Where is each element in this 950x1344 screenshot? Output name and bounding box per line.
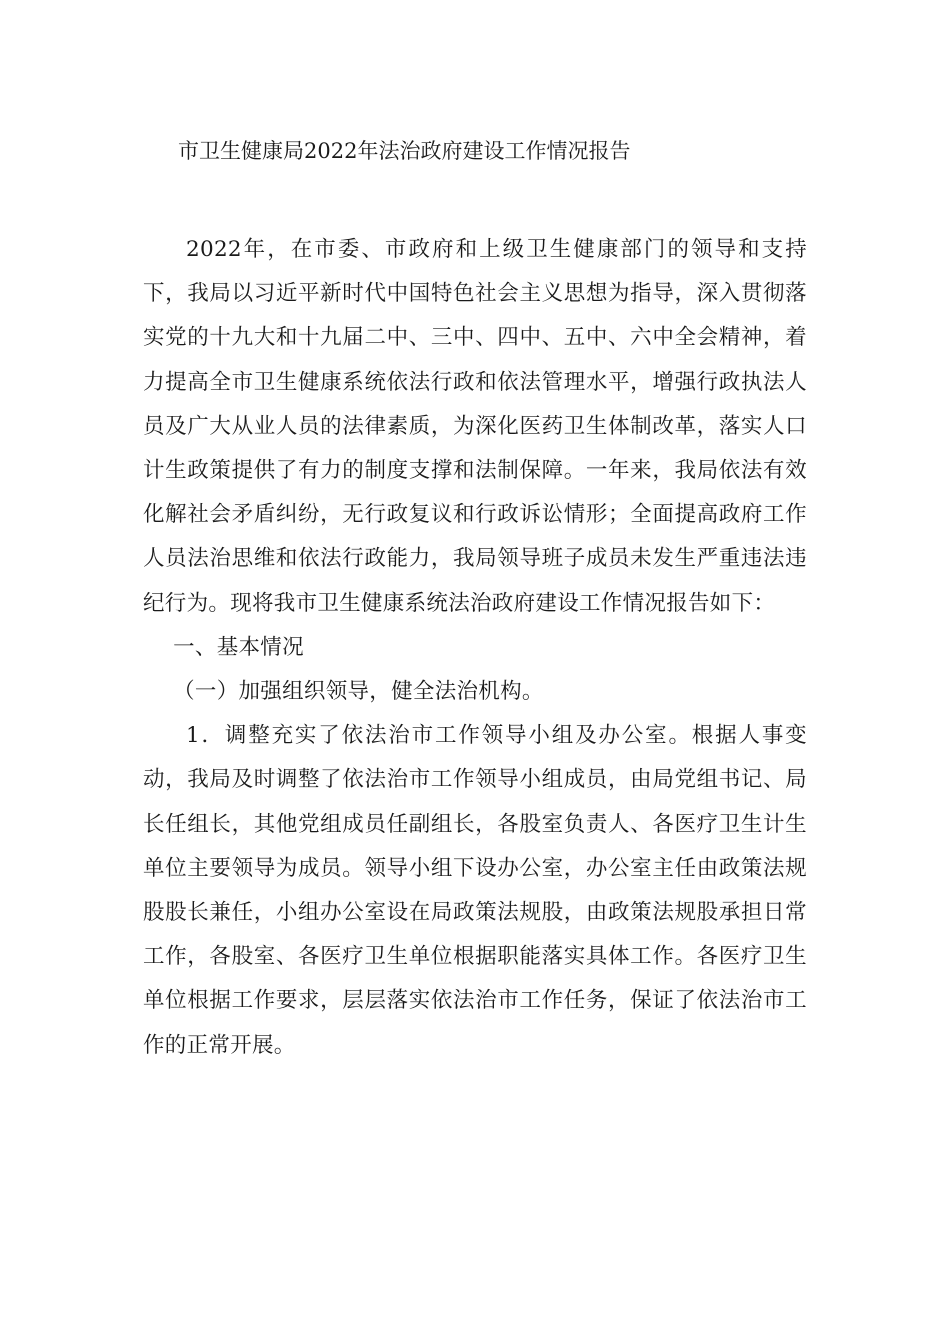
item-paragraph-1: 1．调整充实了依法治市工作领导小组及办公室。根据人事变动，我局及时调整了依法治市工作领导小组成员，由局党组书记、局长任组长，其他党组成员任副组长，各股室负责人、各医疗卫生计生单位主要领导为成员。领导小组下设办公室，办公室主任由政策法规股股长兼任，小组办公室设在局政策法规股，由政策法规股承担日常工作，各股室、各医疗卫生单位根据职能落实具体工作。各医疗卫生单位根据工作要求，层层落实依法治市工作任务，保证了依法治市工作的正常开展。: [143, 723, 807, 1058]
subsection-heading-organization: （一）加强组织领导，健全法治机构。: [173, 679, 544, 705]
document-title: 市卫生健康局2022年法治政府建设工作情况报告: [178, 139, 631, 163]
section-heading-basic-situation: 一、基本情况: [173, 634, 304, 660]
intro-paragraph: 2022年，在市委、市政府和上级卫生健康部门的领导和支持下，我局以习近平新时代中国特色社会主义思想为指导，深入贯彻落实党的十九大和十九届二中、三中、四中、五中、六中全会精神，着力提高全市卫生健康系统依法行政和依法管理水平，增强行政执法人员及广大从业人员的法律素质，为深化医药卫生体制改革，落实人口计生政策提供了有力的制度支撑和法制保障。一年来，我局依法有效化解社会矛盾纠纷，无行政复议和行政诉讼情形；全面提高政府工作人员法治思维和依法行政能力，我局领导班子成员未发生严重违法违纪行为。现将我市卫生健康系统法治政府建设工作情况报告如下：: [143, 237, 807, 616]
document-body: [143, 228, 807, 1068]
